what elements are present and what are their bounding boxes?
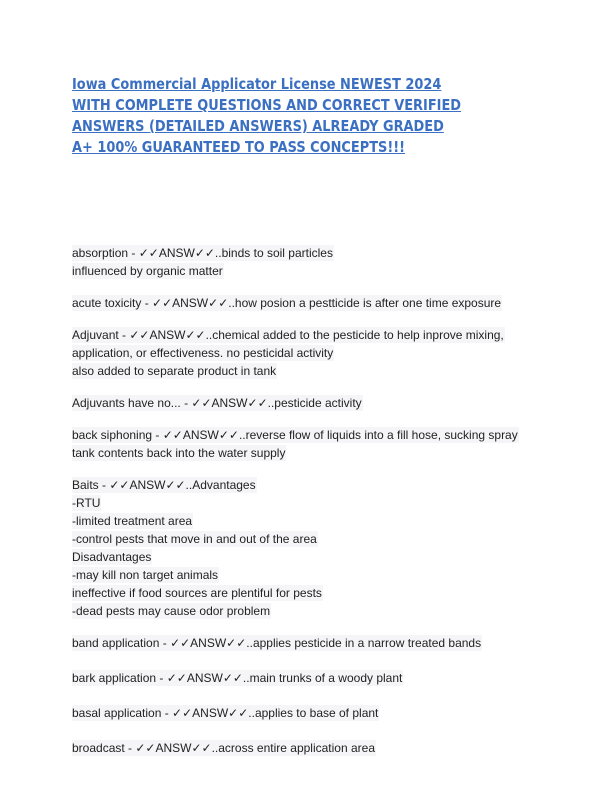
entry-line: basal application - ✓✓ANSW✓✓..applies to base of plant [72, 706, 379, 720]
flashcard-list [72, 244, 542, 771]
entry-line: bark application - ✓✓ANSW✓✓..main trunks of a woody plant [72, 671, 403, 685]
entry-line: -control pests that move in and out of the area [72, 532, 317, 546]
entry-line: Disadvantages [72, 550, 152, 564]
document-title-link[interactable]: Iowa Commercial Applicator License NEWEST 2024 WITH COMPLETE QUESTIONS AND CORRECT VERIFIED ANSWERS (DETAILED ANSWERS) ALREADY GRADED A+ 100% GUARANTEED TO PASS CONCEPTS!!! [72, 75, 462, 156]
entry-line: -may kill non target animals [72, 568, 219, 582]
entry-line: tank contents back into the water supply [72, 446, 286, 460]
flashcard-entry [72, 294, 542, 312]
entry-line: also added to separate product in tank [72, 364, 277, 378]
entry-line: ineffective if food sources are plentiful for pests [72, 586, 322, 600]
flashcard-entry [72, 739, 542, 757]
entry-line: application, or effectiveness. no pesticidal activity [72, 346, 334, 360]
flashcard-entry [72, 669, 542, 687]
entry-line: influenced by organic matter [72, 264, 223, 278]
entry-line: -RTU [72, 496, 101, 510]
entry-line: back siphoning - ✓✓ANSW✓✓..reverse flow of liquids into a fill hose, sucking spray [72, 428, 518, 442]
entry-line: -limited treatment area [72, 514, 193, 528]
flashcard-entry [72, 634, 542, 652]
flashcard-entry [72, 326, 542, 380]
entry-line: absorption - ✓✓ANSW✓✓..binds to soil particles [72, 246, 333, 260]
flashcard-entry [72, 426, 542, 462]
entry-line: acute toxicity - ✓✓ANSW✓✓..how posion a pestticide is after one time exposure [72, 296, 502, 310]
flashcard-entry [72, 704, 542, 722]
flashcard-entry [72, 476, 542, 620]
entry-line: -dead pests may cause odor problem [72, 604, 271, 618]
entry-line: Baits - ✓✓ANSW✓✓..Advantages [72, 478, 256, 492]
flashcard-entry [72, 244, 542, 280]
flashcard-entry [72, 394, 542, 412]
entry-line: Adjuvants have no... - ✓✓ANSW✓✓..pesticide activity [72, 396, 362, 410]
entry-line: band application - ✓✓ANSW✓✓..applies pesticide in a narrow treated bands [72, 636, 482, 650]
entry-line: Adjuvant - ✓✓ANSW✓✓..chemical added to the pesticide to help inprove mixing, [72, 328, 504, 342]
entry-line: broadcast - ✓✓ANSW✓✓..across entire application area [72, 741, 376, 755]
